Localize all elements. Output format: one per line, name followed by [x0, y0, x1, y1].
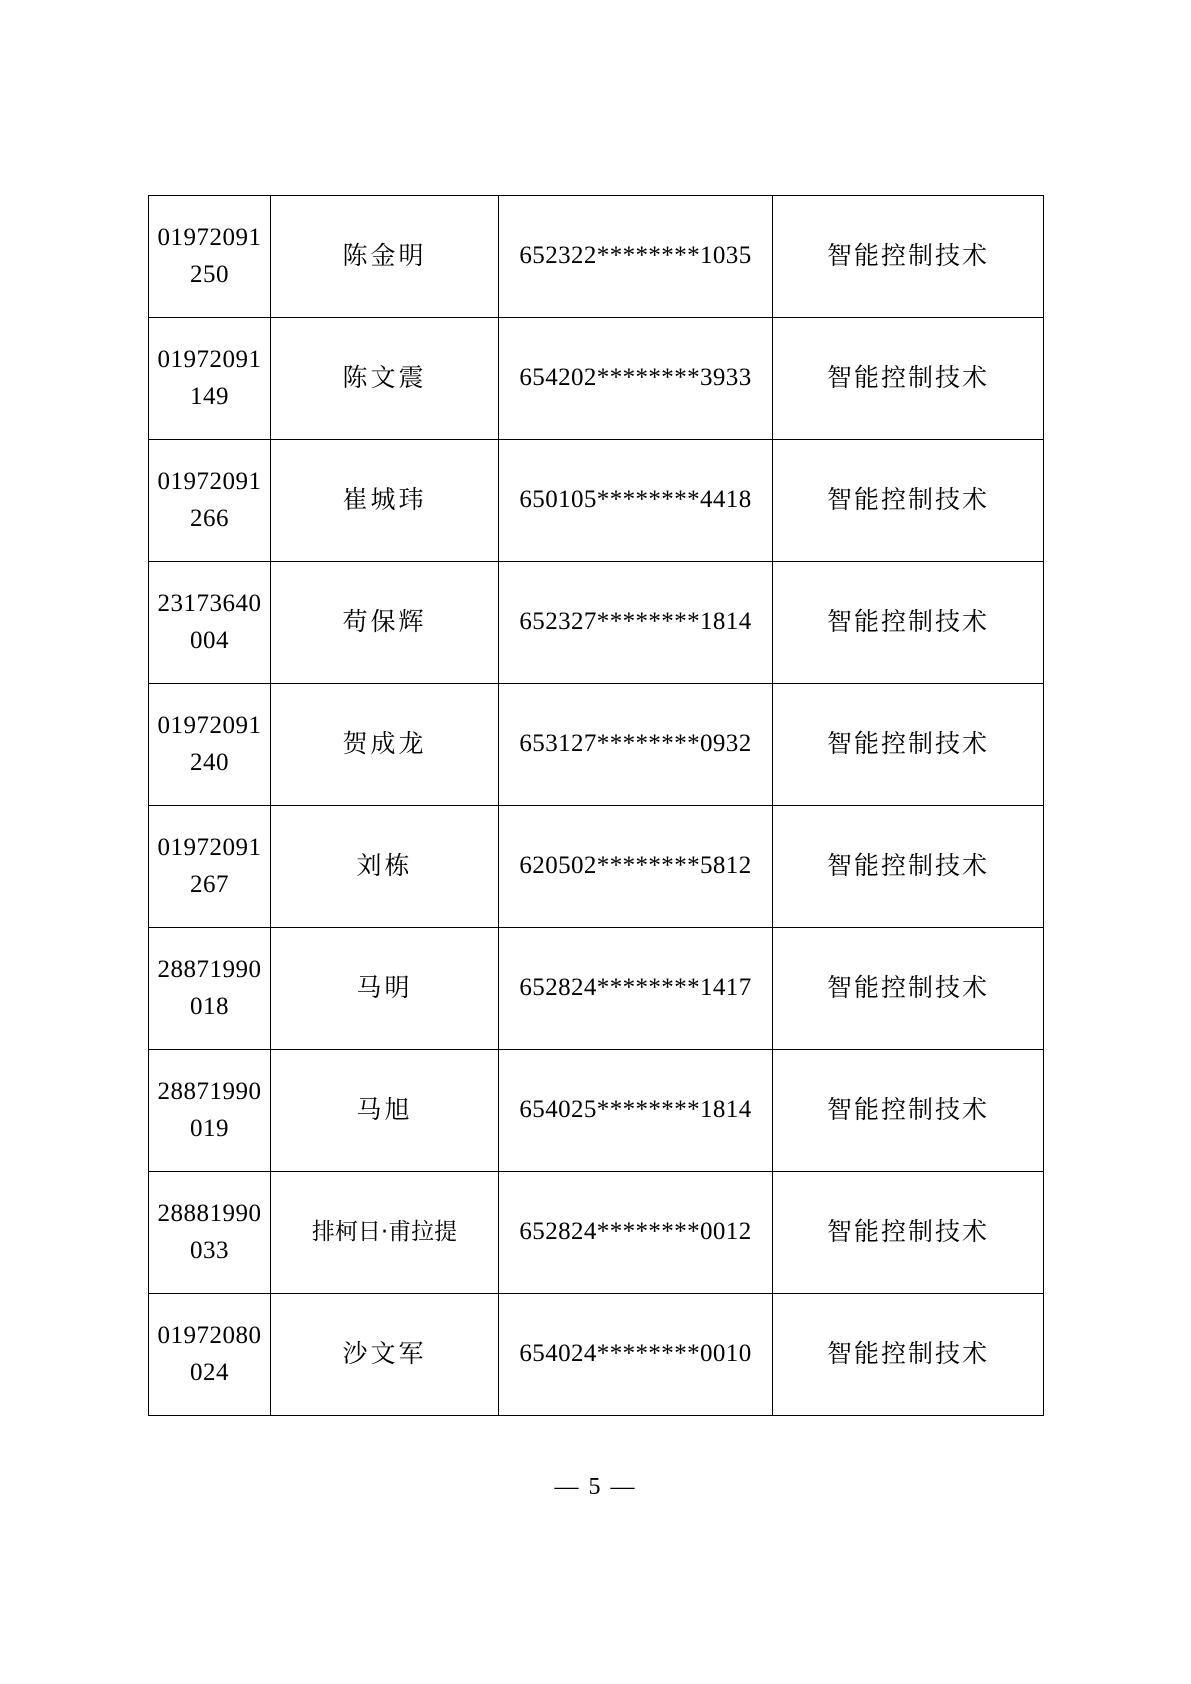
student-id-line2: 149	[190, 382, 229, 410]
student-id-cell	[149, 928, 271, 1050]
major-cell: 智能控制技术	[773, 562, 1044, 684]
student-id-cell	[149, 1050, 271, 1172]
student-name-cell: 崔城玮	[271, 440, 499, 562]
student-name-cell: 陈文震	[271, 318, 499, 440]
student-id-line2: 024	[190, 1358, 229, 1386]
student-id-cell	[149, 684, 271, 806]
id-card-cell: 652824********1417	[499, 928, 773, 1050]
student-name-cell: 刘栋	[271, 806, 499, 928]
student-id-cell	[149, 562, 271, 684]
student-id-line2: 240	[190, 748, 229, 776]
table-row	[149, 1172, 1044, 1294]
id-card-cell: 653127********0932	[499, 684, 773, 806]
id-card-cell: 652824********0012	[499, 1172, 773, 1294]
student-id-cell	[149, 318, 271, 440]
id-card-cell: 654202********3933	[499, 318, 773, 440]
major-cell: 智能控制技术	[773, 1050, 1044, 1172]
id-card-cell: 652322********1035	[499, 196, 773, 318]
student-id-line1: 01972091	[157, 346, 262, 374]
student-id-cell	[149, 440, 271, 562]
id-card-cell: 650105********4418	[499, 440, 773, 562]
student-name-cell: 马旭	[271, 1050, 499, 1172]
student-id-line2: 250	[190, 260, 229, 288]
student-name-cell: 沙文军	[271, 1294, 499, 1416]
student-id-line1: 01972091	[157, 834, 262, 862]
student-id-cell	[149, 196, 271, 318]
table-row	[149, 1050, 1044, 1172]
student-id-line1: 23173640	[157, 590, 262, 618]
student-id-line1: 01972091	[157, 224, 262, 252]
major-cell: 智能控制技术	[773, 806, 1044, 928]
student-id-line1: 01972091	[157, 712, 262, 740]
major-cell: 智能控制技术	[773, 928, 1044, 1050]
student-id-cell	[149, 1294, 271, 1416]
student-id-cell	[149, 1172, 271, 1294]
student-id-cell	[149, 806, 271, 928]
major-cell: 智能控制技术	[773, 440, 1044, 562]
student-id-line1: 28871990	[157, 1078, 262, 1106]
major-cell: 智能控制技术	[773, 684, 1044, 806]
student-id-line2: 018	[190, 992, 229, 1020]
major-cell: 智能控制技术	[773, 318, 1044, 440]
student-id-line1: 01972080	[157, 1322, 262, 1350]
student-id-line2: 019	[190, 1114, 229, 1142]
id-card-cell: 654024********0010	[499, 1294, 773, 1416]
id-card-cell: 652327********1814	[499, 562, 773, 684]
student-id-line2: 033	[190, 1236, 229, 1264]
table-row	[149, 806, 1044, 928]
major-cell: 智能控制技术	[773, 1172, 1044, 1294]
student-name-cell: 马明	[271, 928, 499, 1050]
student-id-line1: 28871990	[157, 956, 262, 984]
student-id-line2: 004	[190, 626, 229, 654]
table-row	[149, 1294, 1044, 1416]
student-id-line2: 266	[190, 504, 229, 532]
student-name-cell: 排柯日·甫拉提	[271, 1172, 499, 1294]
table-row	[149, 684, 1044, 806]
table-row	[149, 440, 1044, 562]
table-row	[149, 196, 1044, 318]
table-row	[149, 928, 1044, 1050]
student-id-line2: 267	[190, 870, 229, 898]
page-number: — 5 —	[554, 1474, 637, 1500]
major-cell: 智能控制技术	[773, 196, 1044, 318]
student-name-cell: 贺成龙	[271, 684, 499, 806]
student-id-line1: 28881990	[157, 1200, 262, 1228]
student-name-cell: 陈金明	[271, 196, 499, 318]
table-row	[149, 562, 1044, 684]
student-id-line1: 01972091	[157, 468, 262, 496]
id-card-cell: 654025********1814	[499, 1050, 773, 1172]
table-row	[149, 318, 1044, 440]
major-cell: 智能控制技术	[773, 1294, 1044, 1416]
id-card-cell: 620502********5812	[499, 806, 773, 928]
student-name-cell: 苟保辉	[271, 562, 499, 684]
student-roster-table	[148, 195, 1044, 1416]
